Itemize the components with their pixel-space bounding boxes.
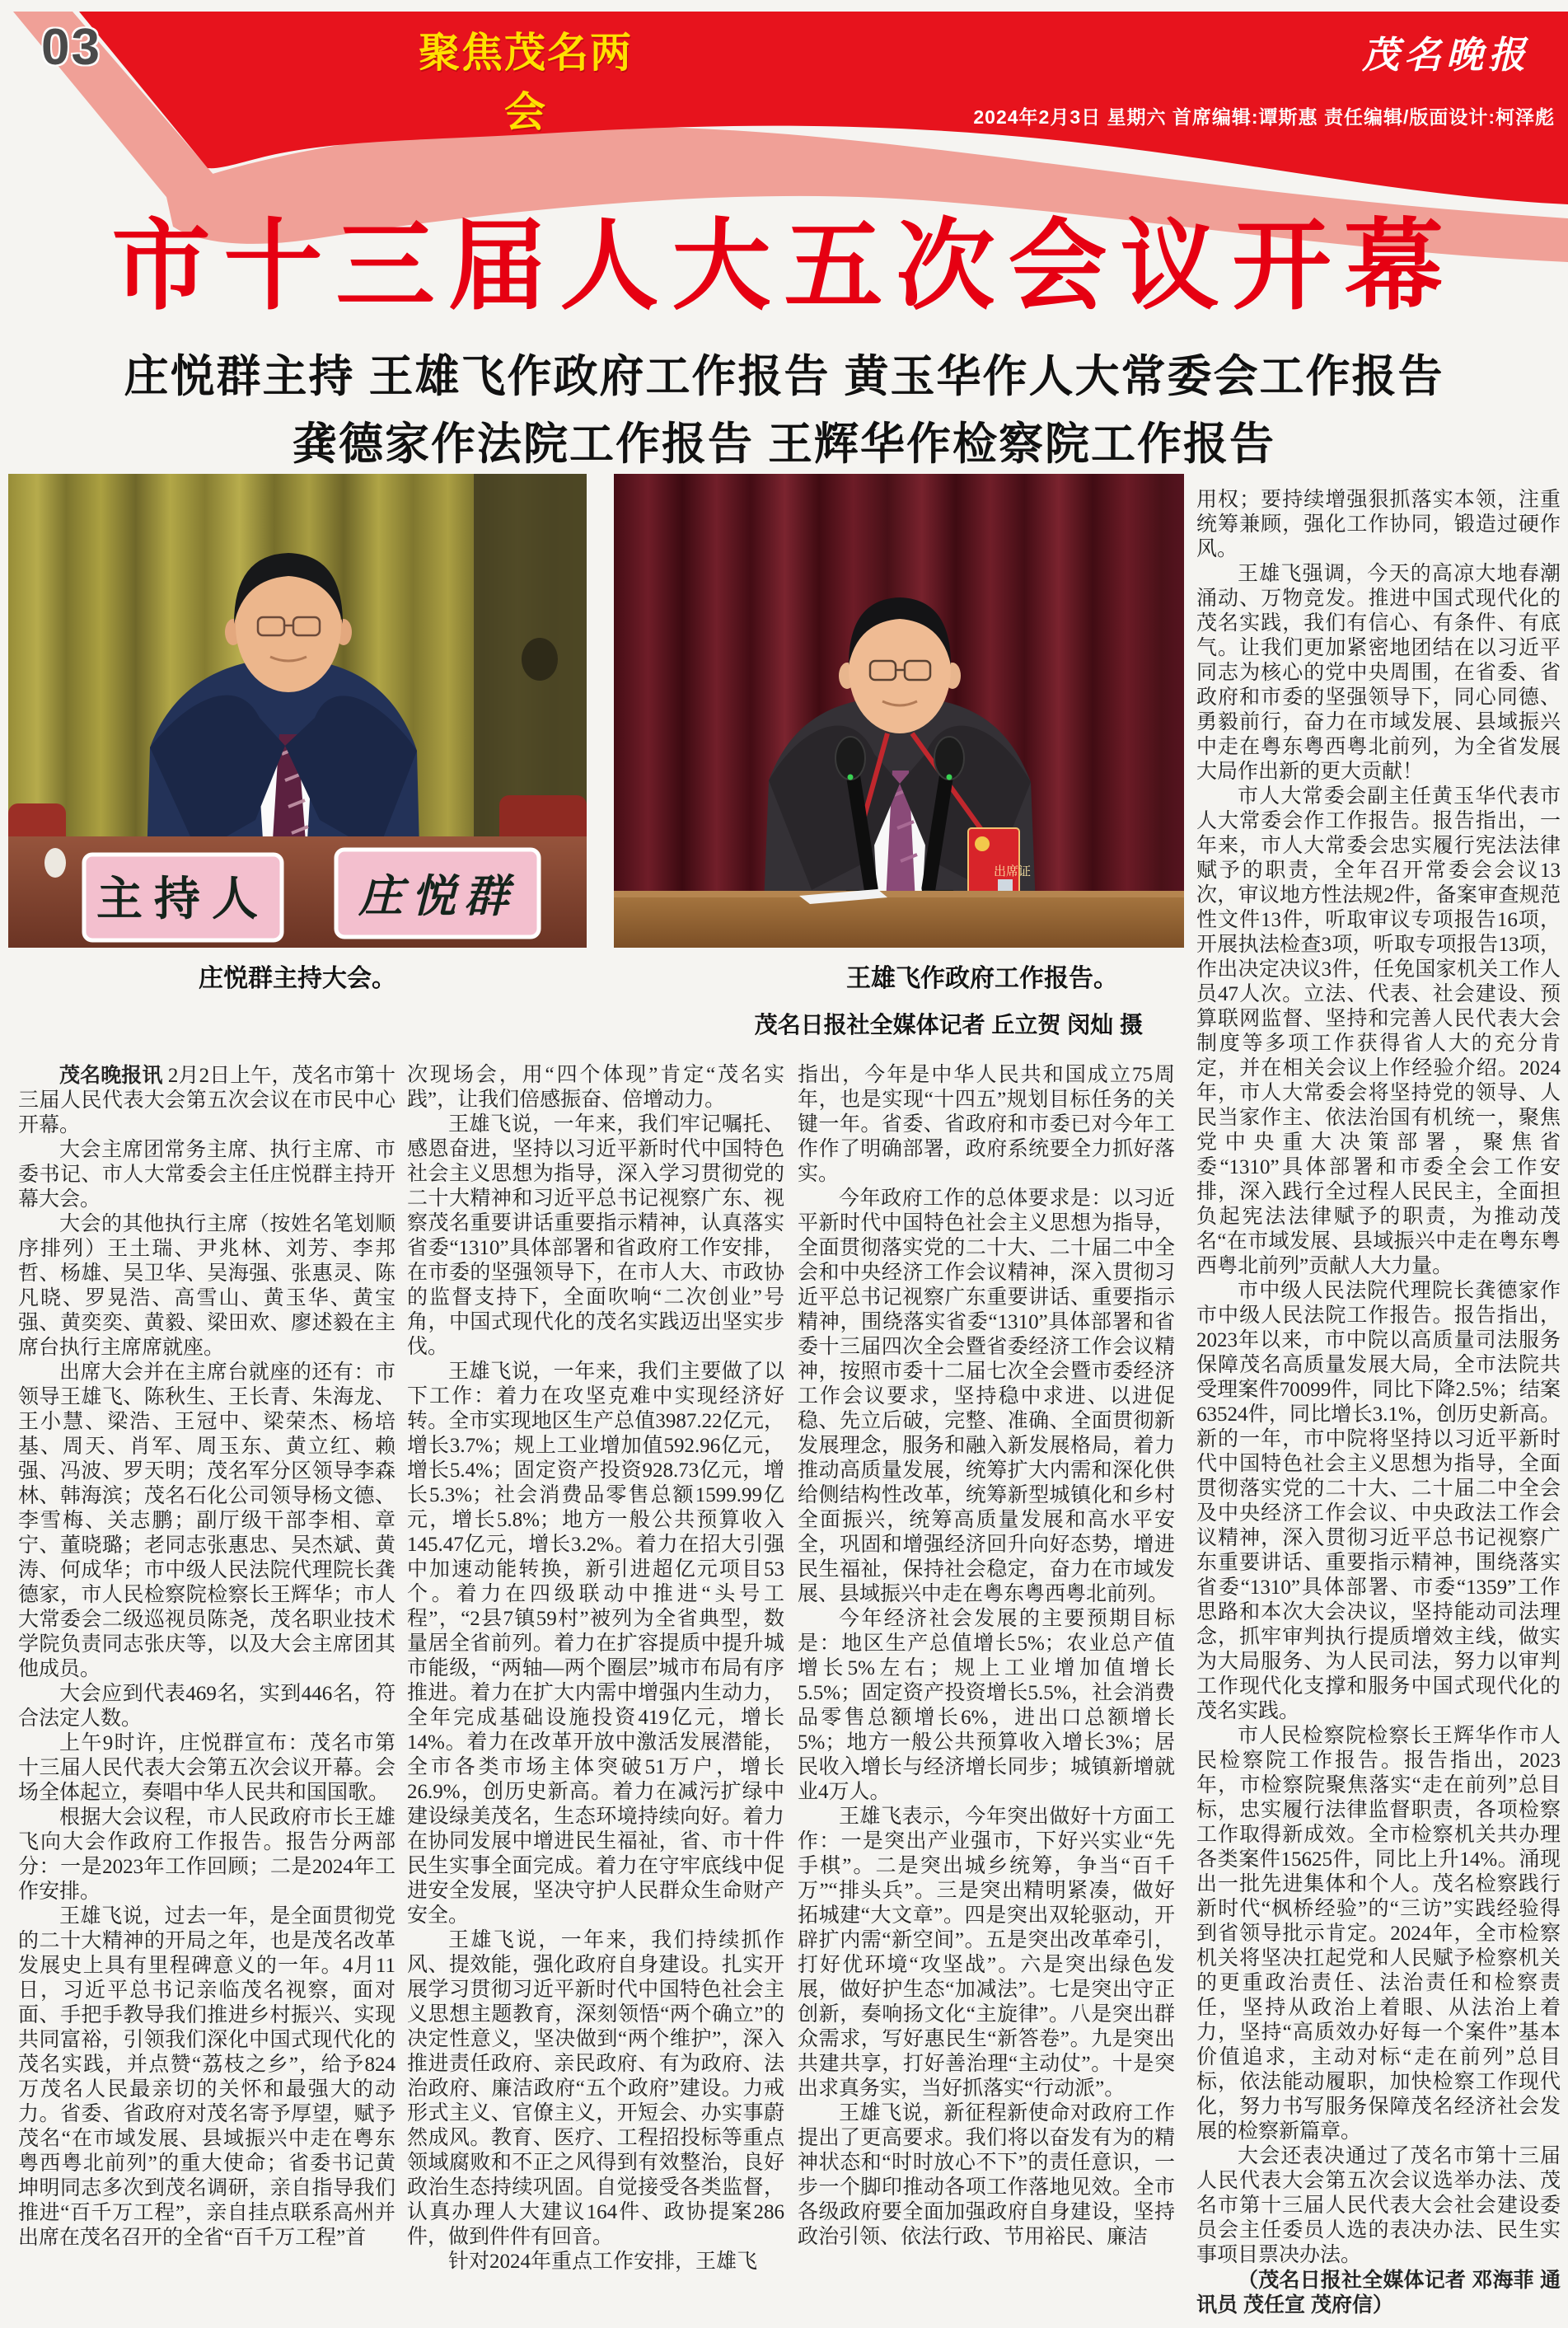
- article-paragraph: 上午9时许，庄悦群宣布：茂名市第十三届人民代表大会第五次会议开幕。会场全体起立，奏唱中华人民共和国国歌。: [18, 1732, 396, 1804]
- main-headline: 市十三届人大五次会议开幕: [111, 211, 1457, 321]
- article-paragraph: 根据大会议程，市人民政府市长王雄飞向大会作政府工作报告。报告分两部分：一是2023年工作回顾；二是2024年工作安排。: [18, 1806, 396, 1903]
- photo-wang-xiongfei: [614, 474, 1184, 948]
- photo-zhuang-yuequn: [8, 474, 587, 948]
- article-paragraph: 大会还表决通过了茂名市第十三届人民代表大会第五次会议选举办法、茂名市第十三届人民代表大会社会建设委员会主任委员人选的表决办法、民生实事项目票决办法。: [1196, 2145, 1561, 2266]
- article-paragraph: 用权；要持续增强狠抓落实本领，注重统筹兼顾，强化工作协同，锻造过硬作风。: [1196, 489, 1561, 560]
- badge-text: 出席证: [994, 864, 1032, 878]
- photo-illustration: [8, 474, 587, 948]
- photo-credit: 茂名日报社全媒体记者 丘立贺 闵灿 摄: [754, 1012, 1143, 1038]
- article-paragraph: 大会的其他执行主席（按姓名笔划顺序排列）王土瑞、尹兆林、刘芳、李邦哲、杨雄、吴卫华、吴海强、张惠灵、陈凡晓、罗晃浩、高雪山、黄玉华、黄宝强、黄奕奕、黄毅、梁田欢、廖述毅在主席台执行主席席就座。: [18, 1213, 396, 1359]
- article-paragraph: 茂名晚报讯 2月2日上午，茂名市第十三届人民代表大会第五次会议在市民中心开幕。: [18, 1064, 396, 1136]
- article-column-4: [1196, 488, 1561, 2324]
- article-paragraph: （茂名日报社全媒体记者 邓海菲 通讯员 茂任宣 茂府信）: [1196, 2269, 1561, 2316]
- article-paragraph: 王雄飞说，一年来，我们持续抓作风、提效能，强化政府自身建设。扎实开展学习贯彻习近平新时代中国特色社会主义思想主题教育，深刻领悟“两个确立”的决定性意义，坚决做到“两个维护”，深入推进责任政府、亲民政府、有为政府、法治政府、廉洁政府“五个政府”建设。力戒形式主义、官僚主义，开短会、办实事蔚然成风。教育、医疗、工程招投标等重点领域腐败和不正之风得到有效整治，良好政治生态持续巩固。自觉接受各类监督，认真办理人大建议164件、政协提案286件，做到件件有回音。: [407, 1929, 784, 2248]
- article-column-2: [407, 1063, 784, 2324]
- article-paragraph: 今年政府工作的总体要求是：以习近平新时代中国特色社会主义思想为指导，全面贯彻落实党的二十大、二十届二中全会和中央经济工作会议精神，深入贯彻习近平总书记视察广东重要讲话、重要指示精神，围绕落实省委“1310”具体部署和省委十三届四次全会暨省委经济工作会议精神，按照市委十二届七次全会暨市委经济工作会议要求，坚持稳中求进、以进促稳、先立后破，完整、准确、全面贯彻新发展理念，服务和融入新发展格局，着力推动高质量发展，统筹扩大内需和深化供给侧结构性改革，统筹新型城镇化和乡村全面振兴，统筹高质量发展和高水平安全，巩固和增强经济回升向好态势，增进民生福祉，保持社会稳定，奋力在市域发展、县域振兴中走在粤东粤西粤北前列。: [798, 1187, 1175, 1605]
- photo-caption: 王雄飞作政府工作报告。: [846, 965, 1118, 992]
- photo-caption: 庄悦群主持大会。: [199, 965, 396, 992]
- article-paragraph: 市中级人民法院代理院长龚德家作市中级人民法院工作报告。报告指出，2023年以来，市中院以高质量司法服务保障茂名高质量发展大局，全市法院共受理案件70099件，同比下降2.5%；结案63524件，同比增长3.1%，创历史新高。新的一年，市中院将坚持以习近平新时代中国特色社会主义思想为指导，全面贯彻落实党的二十大、二十届二中全会及中央经济工作会议、中央政法工作会议精神，深入贯彻习近平总书记视察广东重要讲话、重要指示精神，围绕落实省委“1310”具体部署、市委“1359”工作思路和本次大会决议，坚持能动司法理念，抓牢审判执行提质增效主线，做实为大局服务、为人民司法，努力以审判工作现代化支撑和服务中国式现代化的茂名实践。: [1196, 1280, 1561, 1722]
- water-cup: [44, 848, 66, 878]
- article-paragraph: 王雄飞说，过去一年，是全面贯彻党的二十大精神的开局之年，也是茂名改革发展史上具有里程碑意义的一年。4月11日，习近平总书记亲临茂名视察，面对面、手把手教导我们推进乡村振兴、实现共同富裕，引领我们深化中国式现代化的茂名实践，并点赞“荔枝之乡”，给予824万茂名人民最亲切的关怀和最强大的动力。省委、省政府对茂名寄予厚望，赋予茂名“在市域发展、县域振兴中走在粤东粤西粤北前列”的重大使命；省委书记黄坤明同志多次到茂名调研，亲自指导我们推进“百千万工程”，亲自挂点联系高州并出席在茂名召开的全省“百千万工程”首: [18, 1905, 396, 2249]
- article-column-3: [798, 1063, 1175, 2324]
- masthead-logo: 茂名晚报: [1361, 33, 1530, 77]
- article-paragraph: 市人大常委会副主任黄玉华代表市人大常委会作工作报告。报告指出，一年来，市人大常委会忠实履行宪法法律赋予的职责，全年召开常委会会议13次，审议地方性法规2件，备案审查规范性文件13件，听取审议专项报告16项，开展执法检查3项，听取专项报告13项，作出决定决议3件，任免国家机关工作人员47人次。立法、代表、社会建设、预算联网监督、坚持和完善人民代表大会制度等多项工作获得省人大的充分肯定，并在相关会议上作经验介绍。2024年，市人大常委会将坚持党的领导、人民当家作主、依法治国有机统一，聚焦党中央重大决策部署，聚焦省委“1310”具体部署和市委全会工作安排，深入践行全过程人民民主，全面担负起宪法法律赋予的职责，为推动茂名“在市域发展、县域振兴中走在粤东粤西粤北前列”贡献人大力量。: [1196, 785, 1561, 1277]
- paragraph-lead: 茂名晚报讯: [59, 1064, 163, 1087]
- article-paragraph: 今年经济社会发展的主要预期目标是：地区生产总值增长5%；农业总产值增长5%左右；规上工业增加值增长5.5%；固定资产投资增长5.5%，社会消费品零售总额增长6%，进出口总额增长5%；地方一般公共预算收入增长3%；居民收入增长与经济增长同步；城镇新增就业4万人。: [798, 1608, 1175, 1803]
- sub-headline-2: 龚德家作法院工作报告 王辉华作检察院工作报告: [292, 419, 1275, 469]
- article-paragraph: 王雄飞表示，今年突出做好十方面工作：一是突出产业强市，下好兴实业“先手棋”。二是突出城乡统筹，争当“百千万”“排头兵”。三是突出精明紧凑，做好拓城建“大文章”。四是突出双轮驱动，开辟扩内需“新空间”。五是突出改革牵引，打好优环境“攻坚战”。六是突出绿色发展，做好护生态“加减法”。七是突出守正创新，奏响扬文化“主旋律”。八是突出群众需求，写好惠民生“新答卷”。九是突出共建共享，打好善治理“主动仗”。十是突出求真务实，当好抓落实“行动派”。: [798, 1806, 1175, 2100]
- page-number: 03: [41, 19, 101, 76]
- article-paragraph: 市人民检察院检察长王辉华作市人民检察院工作报告。报告指出，2023年，市检察院聚焦落实“走在前列”总目标，忠实履行法律监督职责，各项检察工作取得新成效。全市检察机关共办理各类案件15625件，同比上升14%。涌现出一批先进集体和个人。茂名检察践行新时代“枫桥经验”的“三访”实践经验得到省领导批示肯定。2024年，全市检察机关将坚决扛起党和人民赋予检察机关的更重政治责任、法治责任和检察责任，坚持从政治上着眼、从法治上着力，坚持“高质效办好每一个案件”基本价值追求，主动对标“走在前列”总目标，依法能动履职，加快检察工作现代化，努力书写服务保障茂名经济社会发展的检察新篇章。: [1196, 1725, 1561, 2143]
- podium: [614, 896, 1184, 948]
- nameplate-text: 主持人: [96, 872, 269, 926]
- podium-edge: [614, 891, 1184, 897]
- dateline: 2024年2月3日 星期六 首席编辑:谭斯惠 责任编辑/版面设计:柯泽彪: [973, 106, 1555, 128]
- article-column-1: [18, 1063, 396, 2324]
- article-paragraph: 王雄飞说，新征程新使命对政府工作提出了更高要求。我们将以奋发有为的精神状态和“时时放心不下”的责任意识，一步一个脚印推动各项工作落地见效。全市各级政府要全面加强政府自身建设，坚持政治引领、依法行政、节用裕民、廉洁: [798, 2102, 1175, 2248]
- article-paragraph: 王雄飞说，一年来，我们牢记嘱托、感恩奋进，坚持以习近平新时代中国特色社会主义思想为指导，深入学习贯彻党的二十大精神和习近平总书记视察广东、视察茂名重要讲话重要指示精神，认真落实省委“1310”具体部署和省政府工作安排，在市委的坚强领导下，在市人大、市政协的监督支持下，全面吹响“二次创业”号角，中国式现代化的茂名实践迈出坚实步伐。: [407, 1113, 784, 1358]
- photo-illustration: [614, 474, 1184, 948]
- article-paragraph: 次现场会，用“四个体现”肯定“茂名实践”，让我们倍感振奋、倍增动力。: [407, 1064, 784, 1111]
- background-attendee: [522, 638, 558, 681]
- article-paragraph: 指出，今年是中华人民共和国成立75周年，也是实现“十四五”规划目标任务的关键一年。省委、省政府和市委已对今年工作作了明确部署，政府系统要全力抓好落实。: [798, 1064, 1175, 1185]
- section-title: 聚焦茂名两会: [419, 30, 633, 135]
- article-paragraph: 王雄飞说，一年来，我们主要做了以下工作：着力在攻坚克难中实现经济好转。全市实现地区生产总值3987.22亿元，增长3.7%；规上工业增加值592.96亿元，增长5.4%；固定资产投资928.73亿元，增长5.3%；社会消费品零售总额1599.99亿元，增长5.8%；地方一般公共预算收入145.47亿元，增长3.2%。着力在招大引强中加速动能转换，新引进超亿元项目53个。着力在四级联动中推进“头号工程”，“2县7镇59村”被列为全省典型，数量居全省前列。着力在扩容提质中提升城市能级，“两轴—两个圈层”城市布局有序推进。着力在扩大内需中增强内生动力，全年完成基础设施投资419亿元，增长14%。着力在改革开放中激活发展潜能，全市各类市场主体突破51万户，增长26.9%，创历史新高。着力在减污扩绿中建设绿美茂名，生态环境持续向好。着力在协同发展中增进民生福祉，省、市十件民生实事全面完成。着力在守牢底线中促进安全发展，坚决守护人民群众生命财产安全。: [407, 1361, 784, 1927]
- article-paragraph: 王雄飞强调，今天的高凉大地春潮涌动、万物竞发。推进中国式现代化的茂名实践，我们有信心、有条件、有底气。让我们更加紧密地团结在以习近平同志为核心的党中央周围，在省委、省政府和市委的坚强领导下，同心同德、勇毅前行，奋力在市域发展、县域振兴中走在粤东粤西粤北前列，为全省发展大局作出新的更大贡献！: [1196, 563, 1561, 783]
- sub-headline-1: 庄悦群主持 王雄飞作政府工作报告 黄玉华作人大常委会工作报告: [124, 352, 1444, 401]
- nameplate-text: 庄悦群: [358, 869, 517, 922]
- article-paragraph: 出席大会并在主席台就座的还有：市领导王雄飞、陈秋生、王长青、朱海龙、王小慧、梁浩、王冠中、梁荣杰、杨培基、周天、肖军、周玉东、黄立红、赖强、冯波、罗天明；茂名军分区领导李森林、韩海滨；茂名石化公司领导杨文德、李雪梅、关志鹏；副厅级干部李相、章宁、董晓璐；老同志张惠忠、吴杰斌、黄涛、何成华；市中级人民法院代理院长龚德家，市人民检察院检察长王辉华；市人大常委会二级巡视员陈尧，茂名职业技术学院负责同志张庆等，以及大会主席团其他成员。: [18, 1361, 396, 1680]
- article-paragraph: 大会主席团常务主席、执行主席、市委书记、市人大常委会主任庄悦群主持开幕大会。: [18, 1139, 396, 1211]
- article-paragraph: 针对2024年重点工作安排，王雄飞: [448, 2251, 758, 2273]
- nameplate-role: [84, 855, 282, 940]
- article-paragraph: 大会应到代表469名，实到446名，符合法定人数。: [18, 1683, 396, 1730]
- nameplate-name: [336, 850, 539, 937]
